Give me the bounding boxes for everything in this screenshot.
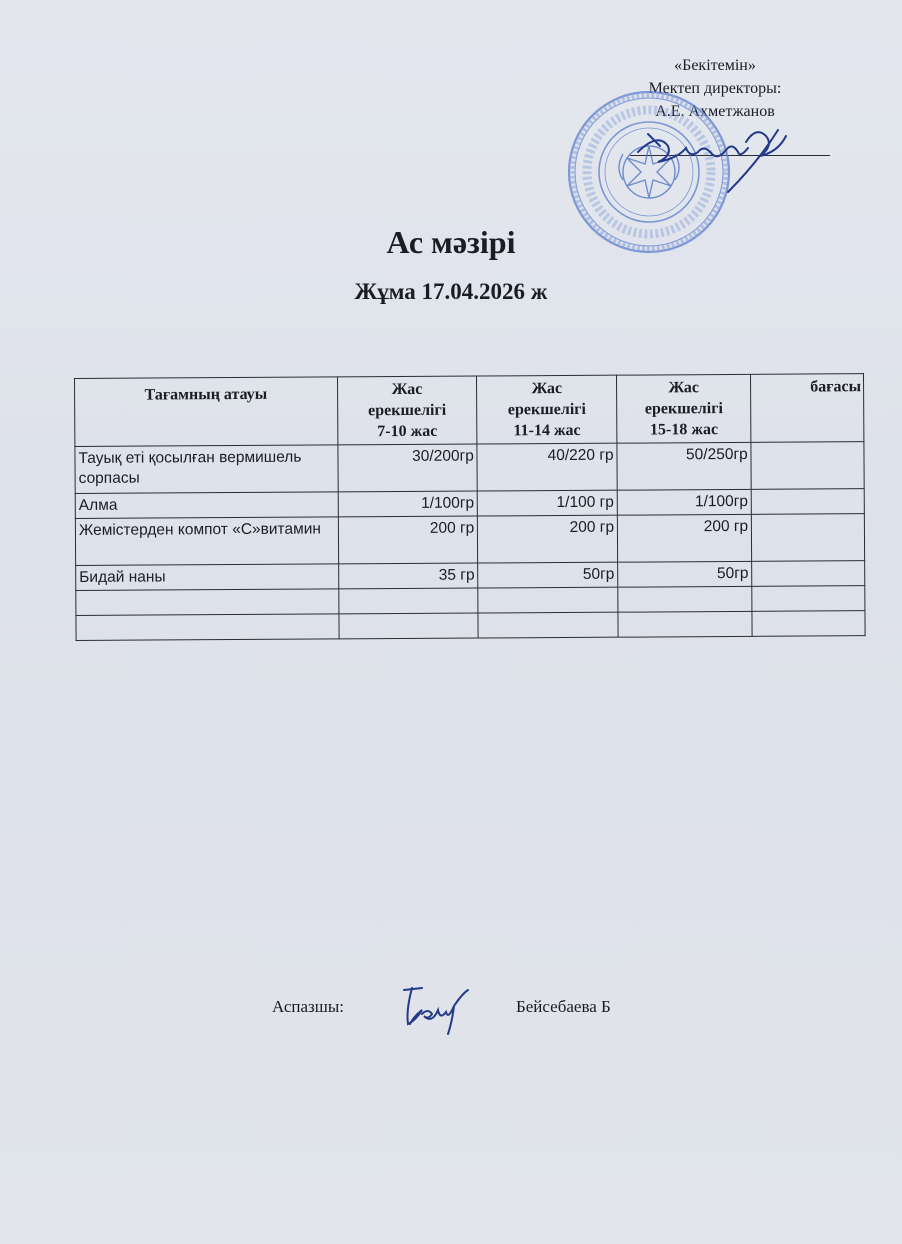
dish-name-cell: Жемістерден компот «С»витамин [75,517,338,566]
header-price: бағасы [751,374,864,443]
menu-table [74,373,866,641]
portion-15-18-cell [618,586,752,612]
table-row [76,611,865,641]
price-cell [751,442,864,490]
dish-name-cell [76,589,339,616]
header-age-7-10: Жас ерекшелігі 7-10 жас [337,376,477,445]
price-cell [752,586,865,612]
cook-label: Аспазшы: [272,997,344,1016]
director-signature [628,112,808,200]
portion-11-14-cell: 40/220 гр [477,443,617,491]
portion-11-14-cell: 200 гр [478,515,618,563]
dish-name-cell: Бидай наны [76,564,339,591]
portion-11-14-cell [478,612,618,638]
header-age-11-14: Жас ерекшелігі 11-14 жас [477,375,617,444]
portion-11-14-cell: 50гр [478,562,618,588]
price-cell [751,489,864,515]
portion-11-14-cell [478,587,618,613]
portion-7-10-cell: 200 гр [338,516,478,564]
portion-11-14-cell: 1/100 гр [478,490,618,516]
table-row [75,442,864,494]
dish-name-cell: Алма [75,492,338,519]
price-cell [752,611,865,637]
price-cell [752,514,865,562]
header-age-15-18: Жас ерекшелігі 15-18 жас [617,374,752,443]
portion-15-18-cell: 50/250гр [617,442,751,490]
portion-15-18-cell: 200 гр [617,514,751,562]
dish-name-cell: Тауық еті қосылған вермишель сорпасы [75,445,338,494]
portion-7-10-cell: 35 гр [338,563,478,589]
portion-15-18-cell [618,611,752,637]
table-row [75,514,864,566]
portion-15-18-cell: 50гр [618,561,752,587]
portion-7-10-cell: 1/100гр [338,491,478,517]
table-header-row [75,374,864,447]
cook-name: Бейсебаева Б [516,997,611,1016]
approval-label: «Бекітемін» [674,57,756,74]
page-subtitle: Жұма 17.04.2026 ж [354,279,548,304]
portion-15-18-cell: 1/100гр [617,489,751,515]
price-cell [752,561,865,587]
dish-name-cell [76,614,339,641]
page-title: Ас мәзірі [386,224,516,260]
approval-name: А.Е. Ахметжанов [655,103,775,120]
portion-7-10-cell [338,588,478,614]
header-dish-name: Тағамның атауы [75,377,338,447]
approval-position: Мектеп директоры: [648,80,782,97]
portion-7-10-cell [339,613,479,639]
cook-signature [392,980,472,1040]
portion-7-10-cell: 30/200гр [337,444,477,492]
